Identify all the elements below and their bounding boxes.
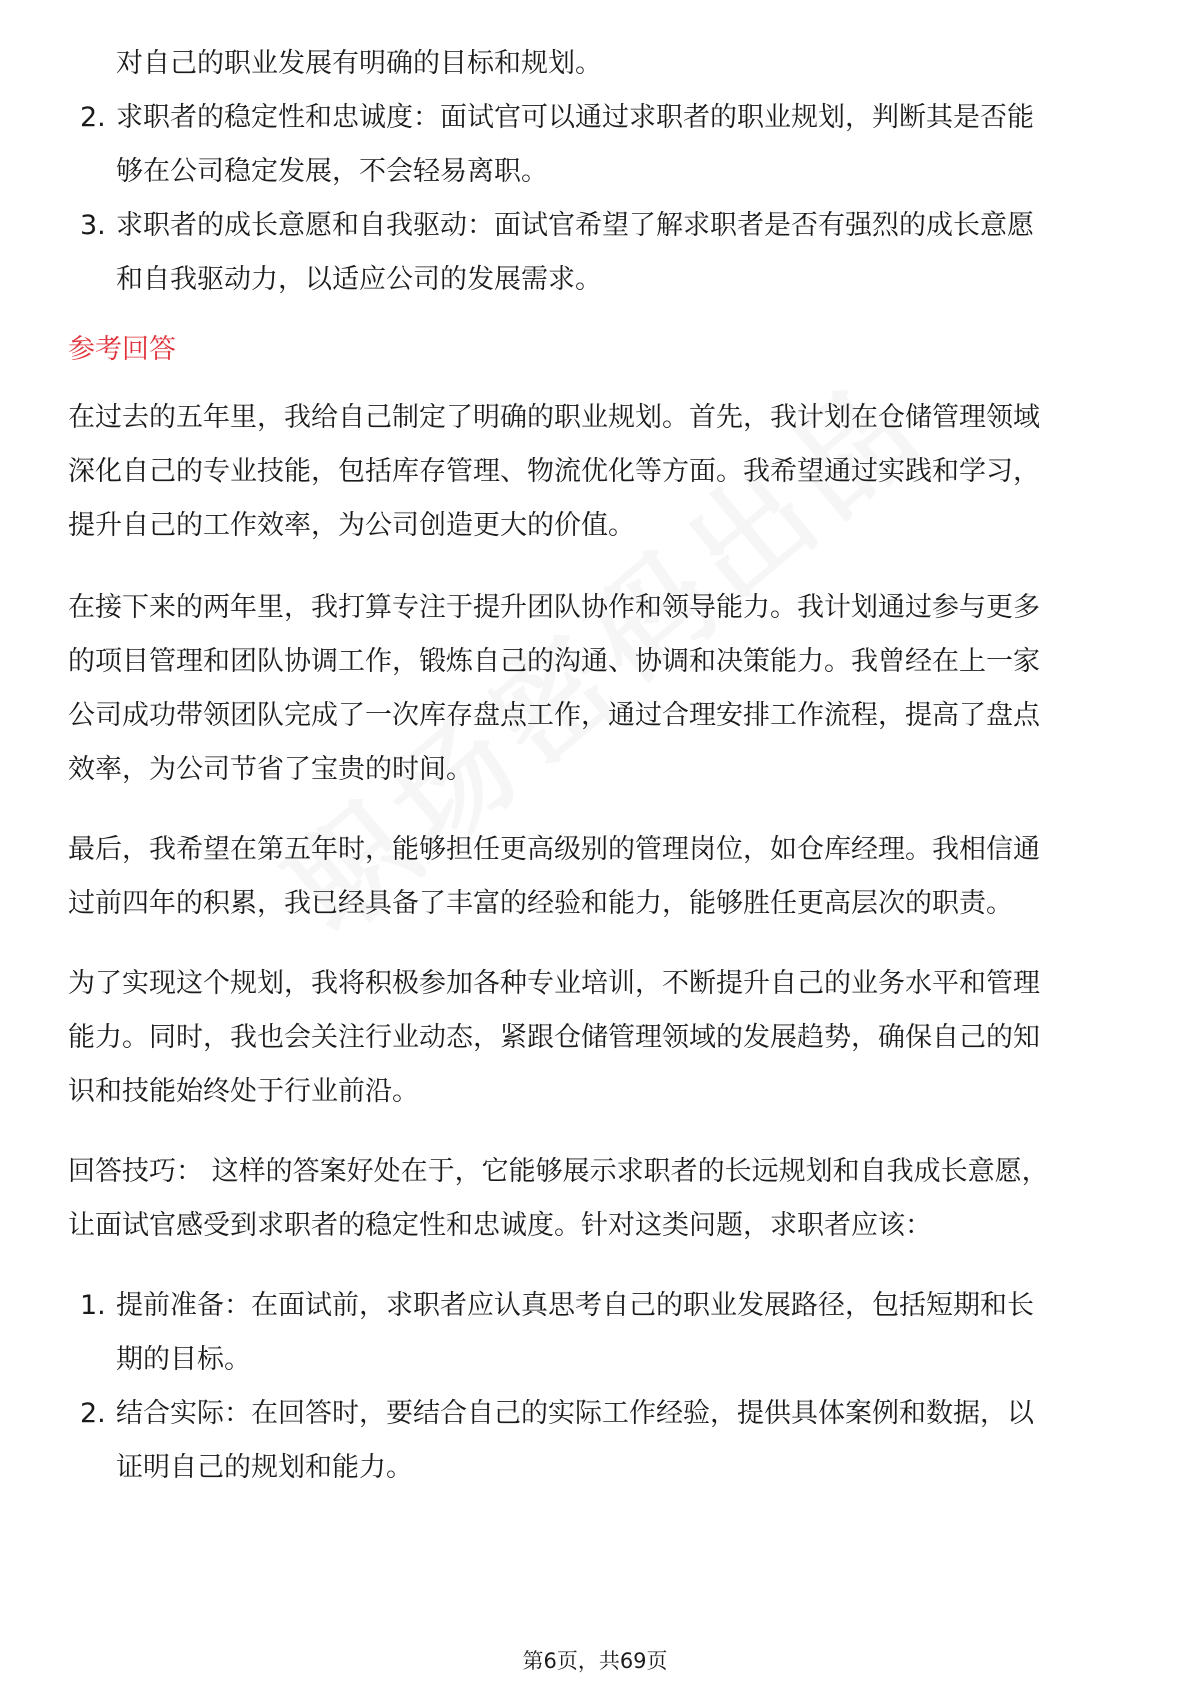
paragraph-line: 最后，我希望在第五年时，能够担任更高级别的管理岗位，如仓库经理。我相信通 xyxy=(68,834,1040,865)
paragraph-line: 回答技巧： 这样的答案好处在于，它能够展示求职者的长远规划和自我成长意愿， xyxy=(68,1156,1049,1187)
list-item-line: 够在公司稳定发展，不会轻易离职。 xyxy=(116,156,548,187)
paragraph-line: 让面试官感受到求职者的稳定性和忠诚度。针对这类问题，求职者应该： xyxy=(68,1210,932,1241)
paragraph-line: 能力。同时，我也会关注行业动态，紧跟仓储管理领域的发展趋势，确保自己的知 xyxy=(68,1022,1040,1053)
paragraph-line: 识和技能始终处于行业前沿。 xyxy=(68,1076,419,1107)
list-number: 3. xyxy=(80,210,106,241)
page-footer: 第6页，共69页 xyxy=(522,1649,668,1673)
paragraph-line: 过前四年的积累，我已经具备了丰富的经验和能力，能够胜任更高层次的职责。 xyxy=(68,888,1013,919)
paragraph-line: 在接下来的两年里，我打算专注于提升团队协作和领导能力。我计划通过参与更多 xyxy=(68,592,1040,623)
paragraph-line: 公司成功带领团队完成了一次库存盘点工作，通过合理安排工作流程，提高了盘点 xyxy=(68,700,1040,731)
list-number: 1. xyxy=(80,1290,106,1321)
section-heading: 参考回答 xyxy=(68,334,176,365)
list-item-line: 和自我驱动力，以适应公司的发展需求。 xyxy=(116,264,602,295)
list-number: 2. xyxy=(80,102,106,133)
paragraph-line: 的项目管理和团队协调工作，锻炼自己的沟通、协调和决策能力。我曾经在上一家 xyxy=(68,646,1040,677)
list-item-line: 结合实际：在回答时，要结合自己的实际工作经验，提供具体案例和数据，以 xyxy=(116,1398,1034,1429)
paragraph-line: 深化自己的专业技能，包括库存管理、物流优化等方面。我希望通过实践和学习， xyxy=(68,456,1040,487)
paragraph-line: 效率，为公司节省了宝贵的时间。 xyxy=(68,754,473,785)
list-item-line: 求职者的成长意愿和自我驱动：面试官希望了解求职者是否有强烈的成长意愿 xyxy=(116,210,1034,241)
list-item-line: 提前准备：在面试前，求职者应认真思考自己的职业发展路径，包括短期和长 xyxy=(116,1290,1034,1321)
paragraph-line: 在过去的五年里，我给自己制定了明确的职业规划。首先，我计划在仓储管理领域 xyxy=(68,402,1040,433)
list-number: 2. xyxy=(80,1398,106,1429)
list-item-line: 期的目标。 xyxy=(116,1344,251,1375)
list-item-line: 对自己的职业发展有明确的目标和规划。 xyxy=(116,48,602,79)
paragraph-line: 为了实现这个规划，我将积极参加各种专业培训，不断提升自己的业务水平和管理 xyxy=(68,968,1040,999)
list-item-line: 求职者的稳定性和忠诚度：面试官可以通过求职者的职业规划，判断其是否能 xyxy=(116,102,1034,133)
paragraph-line: 提升自己的工作效率，为公司创造更大的价值。 xyxy=(68,510,635,541)
list-item-line: 证明自己的规划和能力。 xyxy=(116,1452,413,1483)
